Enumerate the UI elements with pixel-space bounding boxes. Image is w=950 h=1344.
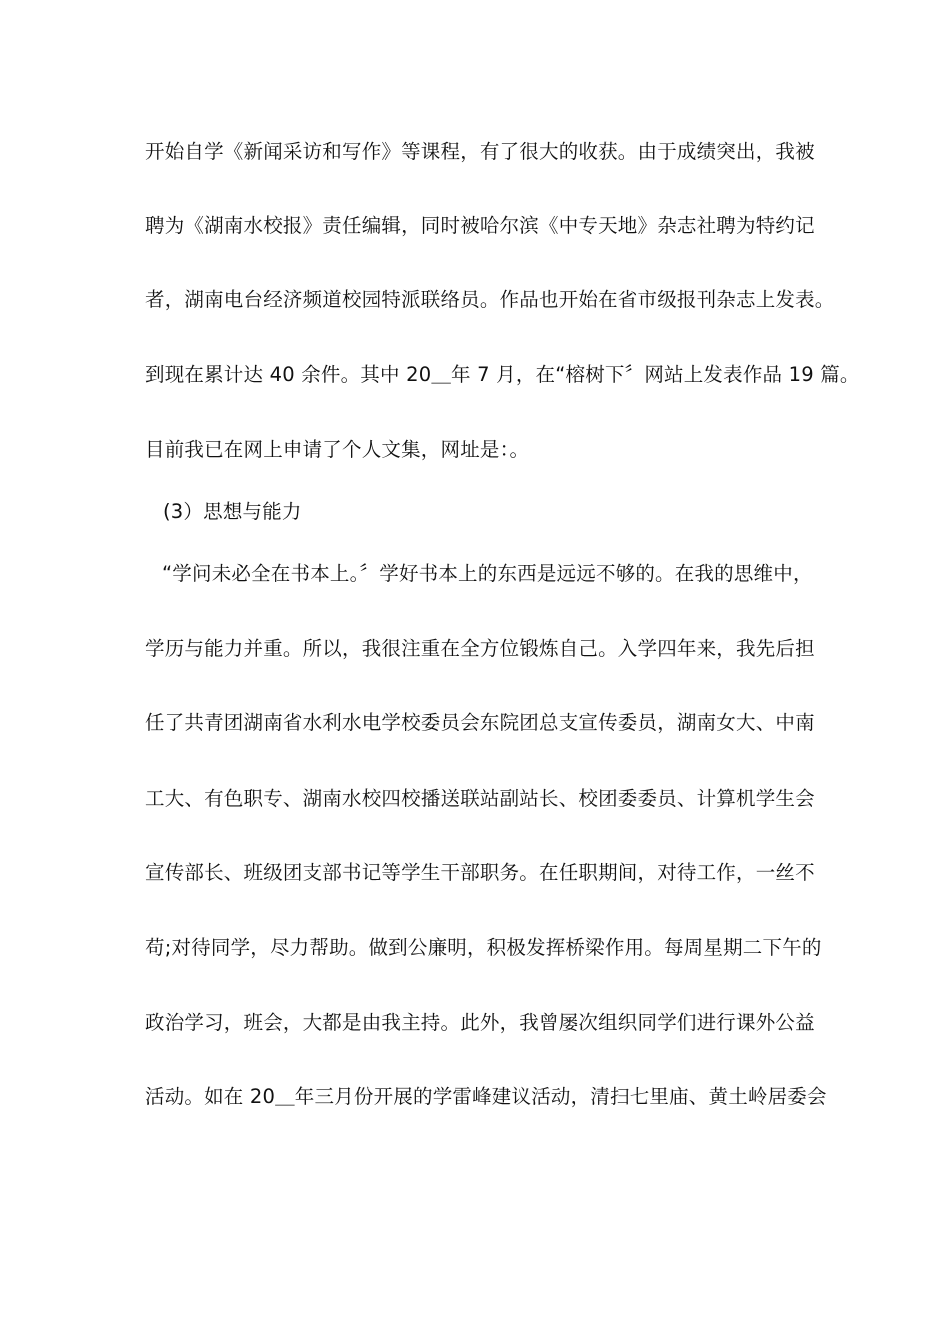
text-line: 工大、有色职专、湖南水校四校播送联站副站长、校团委委员、计算机学生会 xyxy=(145,787,815,810)
text-line: 聘为《湖南水校报》责任编辑，同时被哈尔滨《中专天地》杂志社聘为特约记 xyxy=(145,214,815,237)
text-line: 学历与能力并重。所以，我很注重在全方位锻炼自己。入学四年来，我先后担 xyxy=(145,637,815,660)
section-heading: (3）思想与能力 xyxy=(163,500,302,523)
text-line: 目前我已在网上申请了个人文集，网址是：。 xyxy=(145,438,530,461)
text-line: 到现在累计达 40 余件。其中 20＿年 7 月，在“榕树下〞网站上发表作品 19 篇。 xyxy=(145,363,860,386)
text-line: 政治学习，班会，大都是由我主持。此外，我曾屡次组织同学们进行课外公益 xyxy=(145,1011,815,1034)
text-line: 宣传部长、班级团支部书记等学生干部职务。在任职期间，对待工作，一丝不 xyxy=(145,861,815,884)
text-line: 苟;对待同学，尽力帮助。做到公廉明，积极发挥桥梁作用。每周星期二下午的 xyxy=(145,936,822,959)
text-line: “学问未必全在书本上。〞学好书本上的东西是远远不够的。在我的思维中， xyxy=(162,562,813,585)
text-line: 活动。如在 20＿年三月份开展的学雷峰建议活动，清扫七里庙、黄土岭居委会 xyxy=(145,1085,827,1108)
text-line: 者，湖南电台经济频道校园特派联络员。作品也开始在省市级报刊杂志上发表。 xyxy=(145,288,835,311)
text-line: 开始自学《新闻采访和写作》等课程，有了很大的收获。由于成绩突出，我被 xyxy=(145,140,815,163)
text-line: 任了共青团湖南省水利水电学校委员会东院团总支宣传委员，湖南女大、中南 xyxy=(145,711,815,734)
